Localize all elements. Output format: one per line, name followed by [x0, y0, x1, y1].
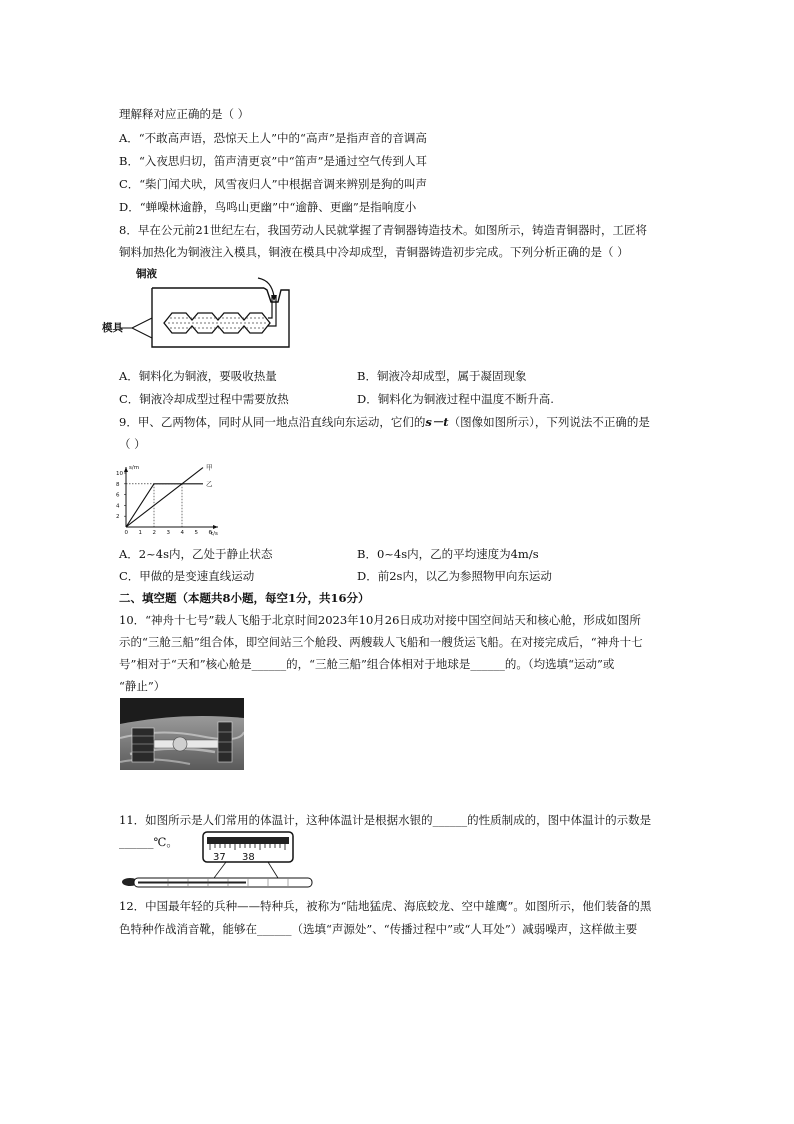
x-tick-label: 1 — [138, 530, 142, 536]
series-label: 乙 — [206, 479, 213, 488]
series-line — [126, 468, 203, 527]
q8-option-c: C．铜液冷却成型过程中需要放热 — [119, 392, 289, 406]
st-graph — [112, 457, 222, 537]
label-mold: 模具 — [102, 322, 123, 334]
q7-option-d: D．“蝉噪林逾静，鸟鸣山更幽”中“逾静、更幽”是指响度小 — [119, 200, 417, 214]
q7-stem: 理解释对应正确的是（ ） — [119, 107, 250, 121]
q9-stem-line2: （ ） — [119, 437, 146, 451]
q10-line1: 10．“神舟十七号”载人飞船于北京时间2023年10月26日成功对接中国空间站天和核心舱，形成如图所 — [119, 613, 641, 627]
q8-option-b: B．铜液冷却成型，属于凝固现象 — [357, 369, 527, 383]
q11-line1: 11．如图所示是人们常用的体温计，这种体温计是根据水银的______的性质制成的，图中体温计的示数是 — [119, 813, 652, 827]
section2-heading: 二、填空题（本题共8小题，每空1分，共16分） — [119, 591, 370, 605]
thermometer-figure — [118, 828, 318, 890]
q7-option-c: C．“柴门闻犬吠，风雪夜归人”中根据音调来辨别是狗的叫声 — [119, 177, 428, 191]
q9-stem-line1 — [119, 414, 650, 430]
q9-option-a: A．2~4s内，乙处于静止状态 — [119, 547, 273, 561]
mag-37-label: 37 — [213, 852, 226, 863]
liquid-arrow — [258, 278, 274, 296]
x-axis-label: t/s — [211, 531, 218, 537]
x-axis-arrow — [213, 525, 218, 529]
q9-option-b: B．0~4s内，乙的平均速度为4m/s — [357, 547, 539, 561]
q8-stem-line1: 8．早在公元前21世纪左右，我国劳动人民就掌握了青铜器铸造技术。如图所示，铸造青铜器时，工匠将 — [119, 223, 647, 237]
y-tick-label: 2 — [116, 514, 120, 521]
q10-line2: 示的“三舱三船”组合体，即空间站三个舱段、两艘载人飞船和一艘货运飞船。在对接完成后，“神舟十七 — [119, 635, 643, 649]
q9-st-symbol: s－t — [425, 415, 449, 429]
q7-option-a: A．“不敢高声语，恐惊天上人”中的“高声”是指声音的音调高 — [119, 131, 427, 145]
y-tick-label: 4 — [116, 503, 120, 510]
q8-option-d: D．铜料化为铜液过程中温度不断升高. — [357, 392, 554, 406]
series-line — [126, 484, 203, 527]
x-tick-label: 2 — [152, 530, 156, 536]
q9-option-d: D．前2s内，以乙为参照物甲向东运动 — [357, 569, 552, 583]
label-copper-liquid: 铜液 — [136, 268, 157, 280]
q12-line2: 色特种作战消音靴，能够在______（选填“声源处”、“传播过程中”或“人耳处”）减弱噪声，这样做主要 — [119, 922, 638, 936]
q12-line1: 12．中国最年轻的兵种——特种兵，被称为“陆地猛虎、海底蛟龙、空中雄鹰”。如图所示，他们装备的黑 — [119, 899, 652, 913]
q10-line4: “静止”） — [119, 679, 166, 693]
series-label: 甲 — [206, 463, 213, 472]
q10-line3: 号”相对于“天和”核心舱是______的，“三舱三船”组合体相对于地球是______的。（均选填“运动”或 — [119, 657, 615, 671]
q9-stem-pre: 9．甲、乙两物体，同时从同一地点沿直线向东运动，它们的 — [119, 415, 426, 429]
x-tick-label: 3 — [166, 530, 170, 536]
magnified-mercury — [207, 837, 289, 844]
y-axis-label: s/m — [129, 465, 140, 471]
q9-stem-post: （图像如图所示），下列说法不正确的是 — [448, 415, 650, 429]
q8-stem-line2: 铜料加热化为铜液注入模具，铜液在模具中冷却成型，青铜器铸造初步完成。下列分析正确的是（ ） — [119, 245, 629, 259]
y-tick-label: 8 — [116, 481, 120, 488]
q8-option-a: A．铜料化为铜液，要吸收热量 — [119, 369, 277, 383]
y-axis-arrow — [124, 467, 128, 472]
y-tick-label: 6 — [116, 492, 120, 499]
x-tick-label: 5 — [194, 530, 198, 536]
mag-38-label: 38 — [242, 852, 255, 863]
q7-option-b: B．“入夜思归切，笛声清更哀”中“笛声”是通过空气传到人耳 — [119, 154, 427, 168]
space-station-photo — [120, 698, 244, 770]
y-tick-label: 10 — [116, 471, 123, 477]
q9-option-c: C．甲做的是变速直线运动 — [119, 569, 255, 583]
x-tick-label: 0 — [124, 530, 128, 536]
q11-line2: ______℃。 — [119, 835, 178, 849]
x-tick-label: 6 — [208, 530, 212, 536]
x-tick-label: 4 — [180, 530, 184, 536]
